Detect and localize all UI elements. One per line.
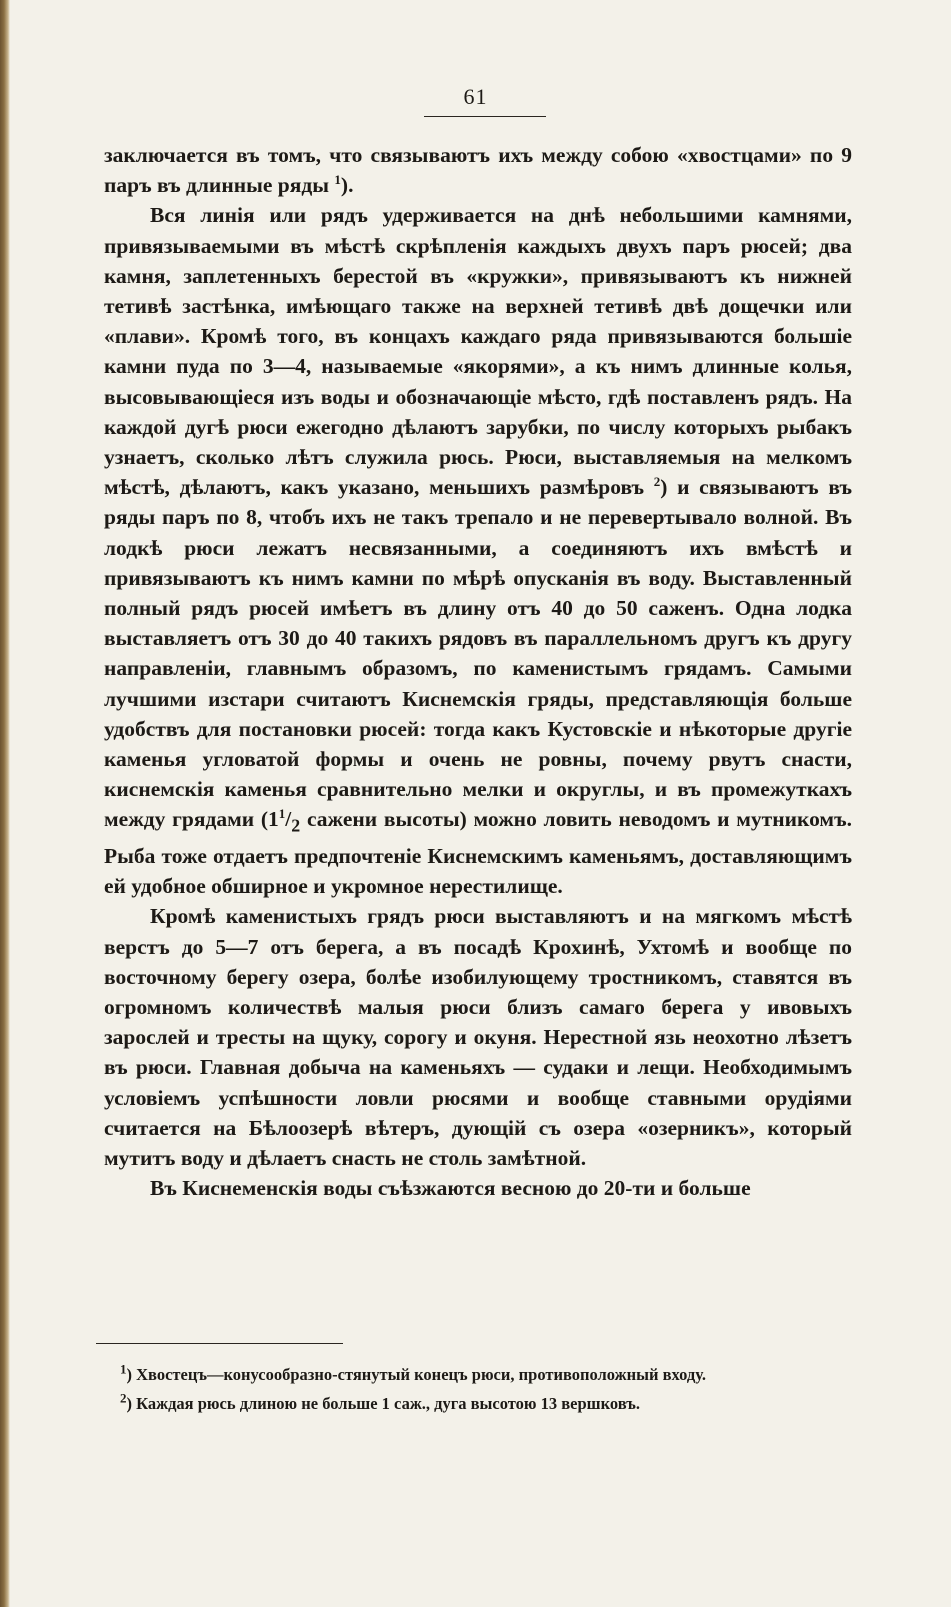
paragraph-1 [104,140,852,200]
footnote-1-text: ) Хвостецъ—конусообразно-стянутый конецъ рюси, противоположный входу. [126,1365,707,1384]
paragraph-4-text: Въ Киснеменскія воды съѣзжаются весною до 20-ти и больше [150,1176,751,1201]
paragraph-2-tail: сажени высоты) можно ловить неводомъ и мутникомъ. Рыба тоже отдаетъ предпочтеніе Киснемскимъ каменьямъ, доставляющимъ ей удобное обширное и укромное нерестилище. [104,807,852,899]
footnote-mark-1: 1 [120,1361,127,1377]
body-text [104,140,852,1203]
paragraph-3-text: Кромѣ каменистыхъ грядъ рюси выставляютъ и на мягкомъ мѣстѣ верстъ до 5—7 отъ берега, а въ посадѣ Крохинѣ, Ухтомѣ и вообще по восточному берегу озера, болѣе изобилующему тростникомъ, ставятся въ огромномъ количествѣ малыя рюси близъ самаго берега у ивовыхъ зарослей и тресты на щуку, сорогу и окуня. Нерестной язь неохотно лѣзетъ въ рюси. Главная добыча на каменьяхъ — судаки и лещи. Необходимымъ условіемъ успѣшности ловли рюсями и вообще ставными орудіями считается на Бѣлоозерѣ вѣтеръ, дующій съ озера «озерникъ», который мутитъ воду и дѣлаетъ снасть не столь замѣтной. [104,904,852,1170]
page-number: 61 [463,84,488,109]
footnotes [120,1360,850,1418]
footnote-2-text: ) Каждая рюсь длиною не больше 1 саж., дуга высотою 13 вершковъ. [126,1394,640,1413]
fraction-slash: / [285,807,292,832]
footnote-ref-1: 1 [334,172,341,188]
paragraph-2-text: Вся линія или рядъ удерживается на днѣ небольшими камнями, привязываемыми въ мѣстѣ скрѣпленія каждыхъ двухъ паръ рюсей; два камня, заплетенныхъ берестой въ «кружки», привязываютъ къ нижней тетивѣ застѣнка, имѣющаго также на верхней тетивѣ двѣ дощечки или «плави». Кромѣ того, въ концахъ каждаго ряда привязываются большіе камни пуда по 3—4, называемые «якорями», а къ нимъ длинные колья, высовывающіеся изъ воды и обозначающіе мѣсто, гдѣ поставленъ рядъ. На каждой дугѣ рюси ежегодно дѣлаютъ зарубки, по числу которыхъ рыбакъ узнаетъ, сколько лѣтъ служила рюсь. Рюси, выставляемыя на мелкомъ мѣстѣ, дѣлаютъ, какъ указано, меньшихъ размѣровъ [104,203,852,500]
header-rule [424,116,546,117]
fraction-denominator: 2 [291,815,301,836]
paragraph-2-middle: ) и связываютъ въ ряды паръ по 8, чтобъ ихъ не такъ трепало и не перевертывало волной. Въ лодкѣ рюси лежатъ несвязанными, а соединяютъ ихъ вмѣстѣ и привязываютъ къ нимъ камни по мѣрѣ опусканія въ воду. Выставленный полный рядъ рюсей имѣетъ въ длину отъ 40 до 50 саженъ. Одна лодка выставляетъ отъ 30 до 40 такихъ рядовъ въ параллельномъ другъ къ другу направленіи, главнымъ образомъ, по каменистымъ грядамъ. Самыми лучшими изстари считаютъ Киснемскія гряды, представляющія больше удобствъ для постановки рюсей: тогда какъ Кустовскіе и нѣкоторые другіе каменья угловатой формы и очень не ровны, почему рвутъ снасти, киснемскія каменья сравнительно мелки и округлы, и въ промежуткахъ между грядами (1 [104,475,852,832]
book-spine-edge [0,0,10,1607]
footnote-mark-2: 2 [120,1390,127,1406]
paragraph-3 [104,901,852,1173]
footnote-1 [120,1360,850,1389]
footnote-2 [120,1389,850,1418]
fraction-numerator: 1 [278,806,286,822]
footnote-ref-2: 2 [653,474,661,490]
paragraph-4 [104,1173,852,1203]
footnote-rule [96,1343,343,1344]
paragraph-1-text: заключается въ томъ, что связываютъ ихъ между собою «хвостцами» по 9 паръ въ длинные ряды [104,143,852,198]
paragraph-2 [104,200,852,901]
paragraph-1-tail: ). [340,173,354,198]
